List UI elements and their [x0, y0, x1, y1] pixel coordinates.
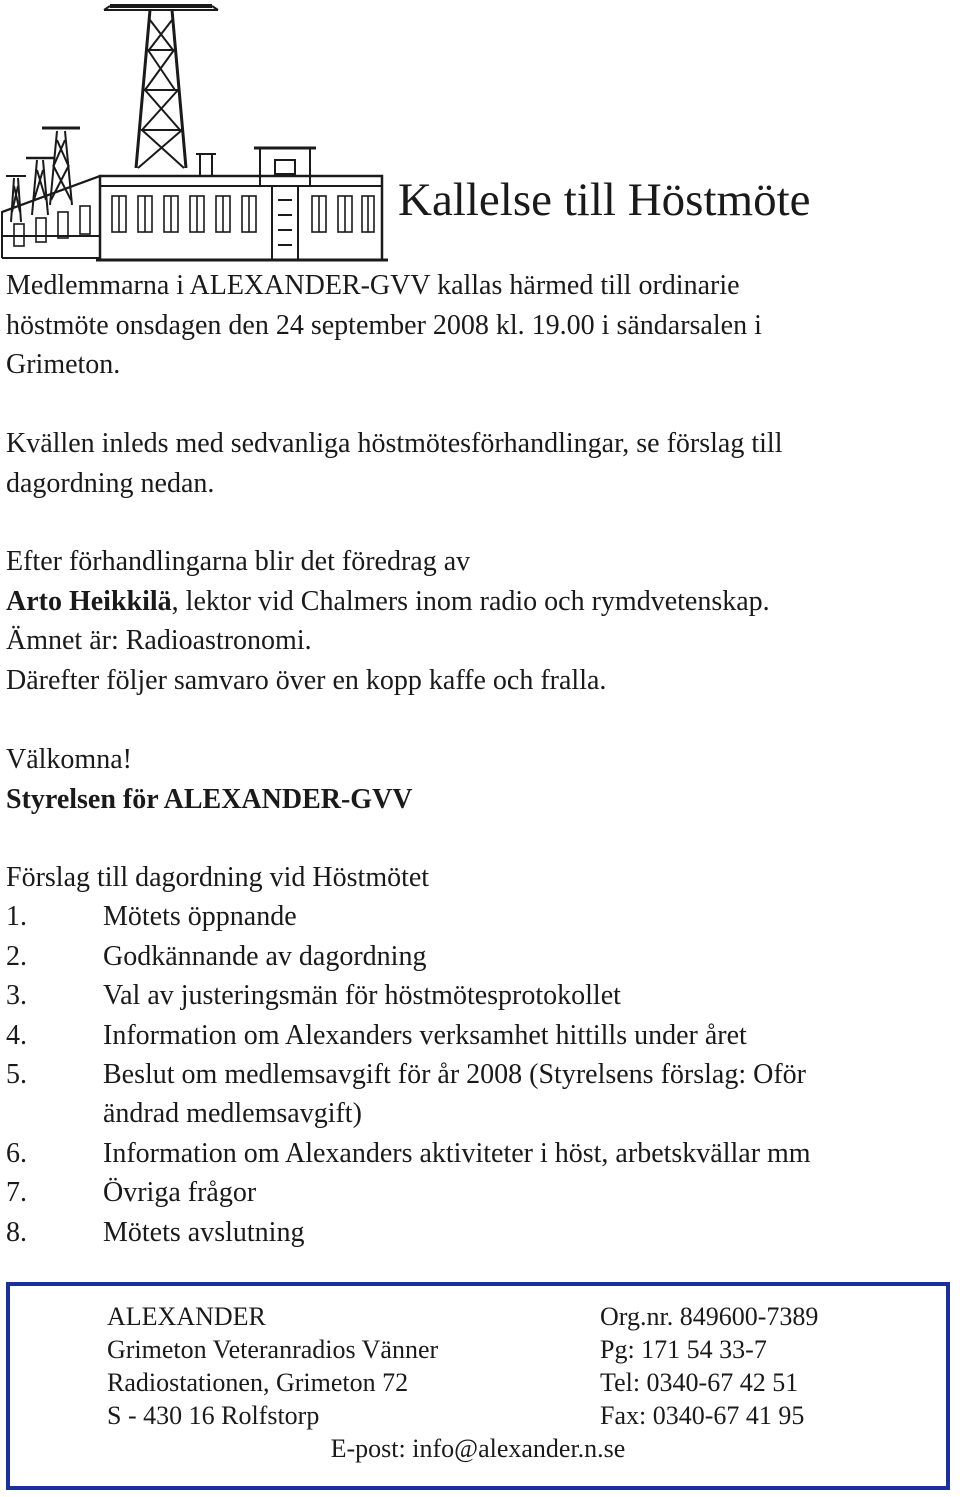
- medium-antenna-tower-icon: [42, 128, 80, 205]
- agenda-item-number: 7.: [6, 1177, 27, 1208]
- agenda-item-text: Val av justeringsmän för höstmötesprotokollet: [103, 980, 621, 1011]
- intro-line: Grimeton.: [6, 349, 121, 380]
- contact-footer: [6, 1282, 950, 1490]
- tall-antenna-tower-icon: [104, 6, 218, 168]
- lecture-paragraph: [6, 542, 770, 700]
- small-antenna-tower-icon: [6, 158, 54, 222]
- agenda-item-number: 3.: [6, 980, 27, 1011]
- footer-org-number: Org.nr. 849600-7389: [600, 1302, 819, 1331]
- intro-paragraph-2: [6, 424, 782, 503]
- footer-phone: Tel: 0340-67 42 51: [600, 1368, 799, 1397]
- footer-org-fullname: Grimeton Veteranradios Vänner: [107, 1335, 439, 1364]
- speaker-description: , lektor vid Chalmers inom radio och rymdvetenskap.: [171, 585, 770, 617]
- intro-paragraph-1: [6, 266, 762, 385]
- intro-line: höstmöte onsdagen den 24 september 2008 kl. 19.00 i sändarsalen i: [6, 309, 762, 341]
- footer-postgiro: Pg: 171 54 33-7: [600, 1335, 767, 1364]
- grimeton-station-illustration: [0, 0, 390, 262]
- lecture-intro-line: Efter förhandlingarna blir det föredrag av: [6, 546, 471, 577]
- agenda-item-text: Godkännande av dagordning: [103, 941, 427, 972]
- agenda-item-number: 2.: [6, 941, 27, 972]
- agenda-item-text: Information om Alexanders verksamhet hittills under året: [103, 1020, 747, 1051]
- footer-email[interactable]: E-post: info@alexander.n.se: [330, 1434, 626, 1463]
- footer-address: Radiostationen, Grimeton 72: [107, 1368, 409, 1397]
- footer-org-name: ALEXANDER: [107, 1302, 266, 1331]
- agenda-item-number: 6.: [6, 1138, 27, 1169]
- page-title: Kallelse till Höstmöte: [398, 174, 811, 226]
- agenda-heading: Förslag till dagordning vid Höstmötet: [6, 862, 430, 893]
- welcome-text: Välkomna!: [6, 744, 132, 775]
- agenda-item-number: 8.: [6, 1217, 27, 1248]
- agenda-item-text: Mötets öppnande: [103, 901, 297, 932]
- closing-block: [6, 740, 413, 819]
- station-building-icon: [2, 148, 388, 260]
- intro-line: dagordning nedan.: [6, 467, 215, 499]
- agenda-item-text: Beslut om medlemsavgift för år 2008 (Styrelsens förslag: Oför: [103, 1059, 806, 1090]
- footer-fax: Fax: 0340-67 41 95: [600, 1401, 805, 1430]
- intro-line: Kvällen inleds med sedvanliga höstmötesförhandlingar, se förslag till: [6, 428, 783, 459]
- signature: [6, 780, 413, 820]
- agenda-item-text: Övriga frågor: [103, 1177, 257, 1208]
- agenda-item-text: ändrad medlemsavgift): [103, 1098, 362, 1129]
- agenda-item-text: Mötets avslutning: [103, 1217, 305, 1248]
- agenda-item-number: 1.: [6, 901, 27, 932]
- footer-postal: S - 430 16 Rolfstorp: [107, 1401, 320, 1430]
- signature-text: Styrelsen för ALEXANDER-GVV: [6, 783, 413, 815]
- after-lecture-line: Därefter följer samvaro över en kopp kaffe och fralla.: [6, 664, 607, 696]
- intro-line: Medlemmarna i ALEXANDER-GVV kallas härmed till ordinarie: [6, 270, 740, 301]
- speaker-name: Arto Heikkilä: [6, 585, 172, 617]
- agenda-item-number: 4.: [6, 1020, 27, 1051]
- speaker-line: [6, 582, 770, 622]
- lecture-topic: Ämnet är: Radioastronomi.: [6, 625, 312, 656]
- agenda-item-text: Information om Alexanders aktiviteter i höst, arbetskvällar mm: [103, 1138, 811, 1169]
- agenda-item-number: 5.: [6, 1059, 27, 1090]
